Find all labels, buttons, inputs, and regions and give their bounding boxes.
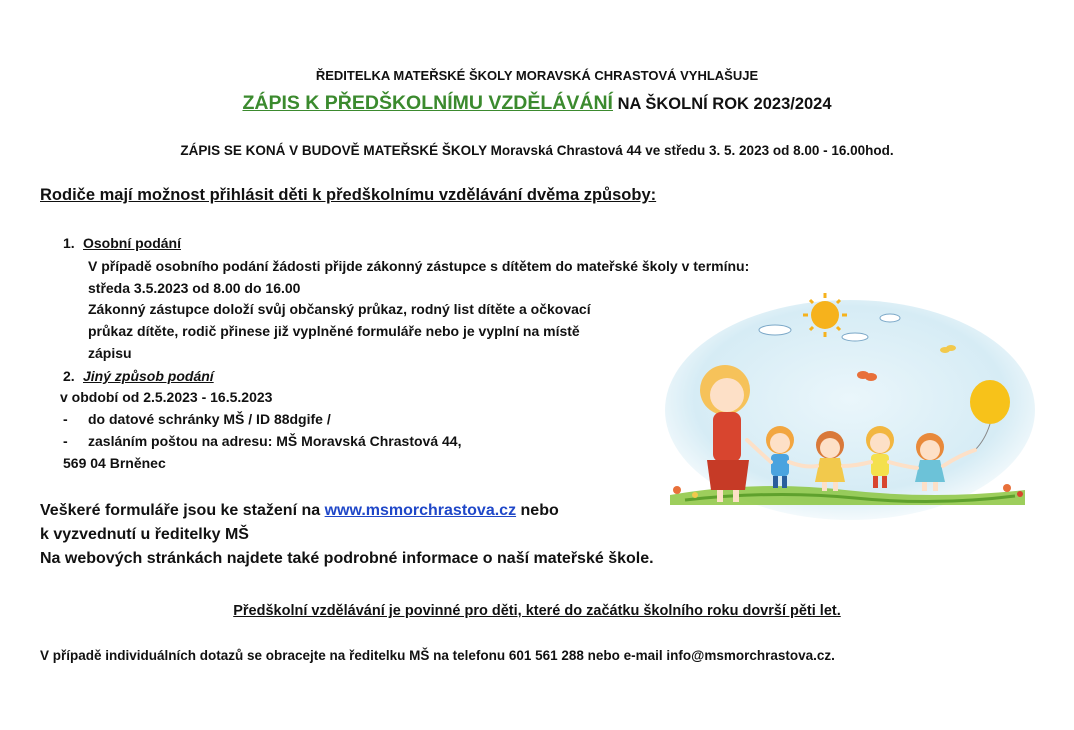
method2-number: 2. [63,368,75,384]
child-figure [815,431,845,491]
location-line: ZÁPIS SE KONÁ V BUDOVĚ MATEŘSKÉ ŠKOLY Moravská Chrastová 44 ve středu 3. 5. 2023 od 8.00 - 16.00hod. [180,143,894,158]
method2-address: 569 04 Brněnec [63,455,166,471]
title-main-text: ZÁPIS K PŘEDŠKOLNÍMU VZDĚLÁVÁNÍ [242,92,613,114]
main-title [0,92,1074,115]
mandatory-note: Předškolní vzdělávání je povinné pro děti, které do začátku školního roku dovrší pěti let. [233,603,841,619]
method1-number: 1. [63,235,75,251]
method2-title: Jiný způsob podání [83,368,214,384]
method1-line-2: středa 3.5.2023 od 8.00 do 16.00 [88,280,301,296]
announcer-line: ŘEDITELKA MATEŘSKÉ ŠKOLY MORAVSKÁ CHRASTOVÁ VYHLAŠUJE [315,68,759,83]
method1-line-3: Zákonný zástupce doloží svůj občanský průkaz, rodný list dítěte a očkovací [88,301,591,317]
teacher-with-children-illustration [655,290,1035,520]
website-link[interactable]: www.msmorchrastova.cz [324,502,517,519]
method1-line-5: zápisu [88,345,132,361]
forms-line-3: Na webových stránkách najdete také podrobné informace o naší mateřské škole. [40,550,654,567]
title-school-year: NA ŠKOLNÍ ROK 2023/2024 [612,95,832,113]
forms-line-2: k vyzvednutí u ředitelky MŠ [40,526,249,543]
method2-period: v období od 2.5.2023 - 16.5.2023 [60,389,273,405]
method2-option-2: zasláním poštou na adresu: MŠ Moravská Chrastová 44, [88,433,462,449]
method2-option-1: do datové schránky MŠ / ID 88dgife / [88,411,331,427]
forms-suffix: nebo [520,502,559,519]
dash-bullet: - [63,411,68,427]
forms-prefix: Veškeré formuláře jsou ke stažení na [40,502,321,519]
intro-heading: Rodiče mají možnost přihlásit děti k předškolnímu vzdělávání dvěma způsoby: [40,186,657,204]
method1-title: Osobní podání [83,235,181,251]
method1-line-4: průkaz dítěte, rodič přinese již vyplněné formuláře nebo je vyplní na místě [88,323,580,339]
contact-line: V případě individuálních dotazů se obracejte na ředitelku MŠ na telefonu 601 561 288 nebo e-mail info@msmorchrastova.cz. [40,648,835,663]
method1-line-1: V případě osobního podání žádosti přijde zákonný zástupce s dítětem do mateřské školy v termínu: [88,258,750,274]
forms-line-1 [40,502,559,520]
dash-bullet: - [63,433,68,449]
